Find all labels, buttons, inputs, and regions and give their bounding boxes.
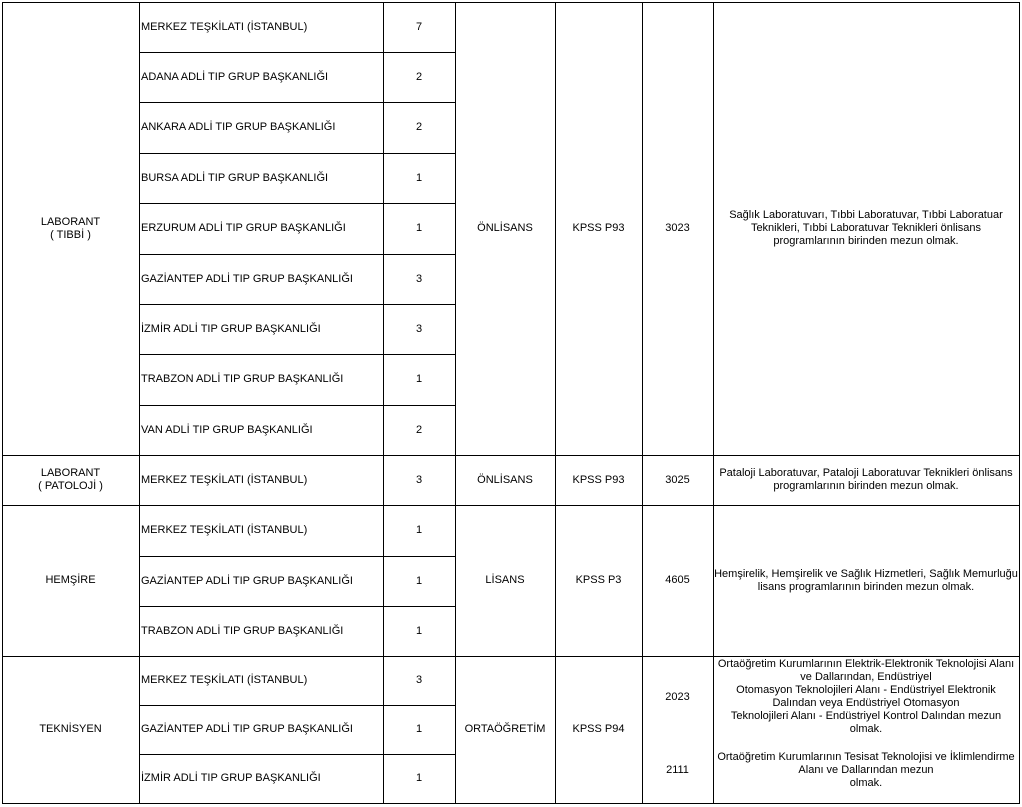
position-cell [2,656,139,803]
position-cell-text: HEMŞİRE [45,574,96,586]
count-cell [383,203,455,254]
count-cell-text: 3 [415,322,423,335]
unit-cell-text: GAZİANTEP ADLİ TIP GRUP BAŞKANLIĞI [141,723,353,735]
count-cell [383,754,455,803]
code-cell [642,738,713,803]
count-cell-text: 1 [415,624,423,637]
qualification-cell-text: Sağlık Laboratuvarı, Tıbbi Laboratuvar, Tıbbi Laboratuar Teknikleri, Tıbbi Laboratuvar Teknikleri önlisans programlarının birinden mezun olmak. [729,209,1003,247]
count-cell-text: 2 [415,121,423,133]
count-cell [383,153,455,203]
count-cell [383,52,455,102]
education-cell-text: ÖNLİSANS [477,473,533,486]
row-divider [139,405,455,406]
unit-cell [139,656,383,705]
unit-cell [139,556,383,606]
column-divider [555,2,556,804]
code-cell [642,656,713,738]
unit-cell [139,102,383,153]
count-cell [383,254,455,304]
qualification-cell [713,505,1019,656]
unit-cell [139,304,383,354]
unit-cell-text: VAN ADLİ TIP GRUP BAŞKANLIĞI [141,423,313,436]
count-cell-text: 1 [415,373,423,385]
unit-cell [139,505,383,556]
count-cell [383,304,455,354]
count-cell-text: 1 [415,524,423,536]
unit-cell [139,455,383,505]
column-divider [455,2,456,804]
unit-cell [139,2,383,52]
position-cell [2,455,139,505]
qualification-cell [713,455,1019,505]
unit-cell-text: MERKEZ TEŞKİLATI (İSTANBUL) [141,473,308,486]
code-cell-text: 4605 [665,574,690,586]
education-cell [455,656,555,803]
count-cell [383,405,455,455]
unit-cell [139,254,383,304]
count-cell-text: 3 [415,674,423,686]
count-cell [383,102,455,153]
row-divider [139,304,455,305]
count-cell [383,354,455,405]
row-divider [139,203,455,204]
count-cell [383,505,455,556]
count-cell-text: 1 [415,222,423,234]
count-cell [383,705,455,754]
code-cell [642,505,713,656]
qualification-cell [713,738,1019,803]
position-cell [2,505,139,656]
qualification-cell-text: Ortaöğretim Kurumlarının Elektrik-Elektronik Teknolojisi Alanı ve Dallarından, Endüstriyel Otomasyon Teknolojileri Alanı - Endüstriyel Elektronik Dalından veya Endüstriyel Otomasyon Teknolojileri Alanı - Endüstriyel Kontrol Dalından mezun olmak. [717,658,1015,735]
unit-cell-text: MERKEZ TEŞKİLATI (İSTANBUL) [141,674,308,686]
education-cell-text: LİSANS [485,574,525,586]
count-cell-text: 3 [415,272,423,285]
unit-cell-text: MERKEZ TEŞKİLATI (İSTANBUL) [141,524,308,536]
kpss-cell [555,505,642,656]
group-divider [2,2,1020,3]
count-cell [383,606,455,656]
row-divider [139,102,455,103]
kpss-cell [555,656,642,803]
group-divider [2,803,1020,804]
kpss-cell-text: KPSS P94 [572,723,625,735]
unit-cell [139,203,383,254]
count-cell [383,556,455,606]
qualification-cell-text: Ortaöğretim Kurumlarının Tesisat Teknolojisi ve İklimlendirme Alanı ve Dallarından mezun olmak. [717,751,1015,789]
group-divider [2,455,1020,456]
unit-cell-text: BURSA ADLİ TIP GRUP BAŞKANLIĞI [141,171,329,184]
row-divider [139,556,455,557]
column-divider [642,2,643,804]
unit-cell-text: İZMİR ADLİ TIP GRUP BAŞKANLIĞI [141,322,321,335]
group-divider [2,505,1020,506]
code-cell [642,455,713,505]
kpss-cell-text: KPSS P93 [572,473,625,486]
code-cell-text: 3023 [665,222,690,234]
code-cell-text: 2111 [666,764,689,776]
kpss-cell [555,2,642,455]
unit-cell [139,606,383,656]
row-divider [139,754,455,755]
unit-cell-text: GAZİANTEP ADLİ TIP GRUP BAŞKANLIĞI [141,574,353,587]
kpss-cell-text: KPSS P3 [575,574,622,586]
position-cell [2,2,139,455]
education-cell-text: ORTAÖĞRETİM [464,723,546,735]
code-cell-text: 3025 [665,473,690,486]
qualification-cell [713,2,1019,455]
row-divider [139,254,455,255]
count-cell-text: 1 [415,723,423,735]
unit-cell [139,354,383,405]
column-divider [139,2,140,804]
count-cell-text: 1 [415,574,423,587]
unit-cell-text: ANKARA ADLİ TIP GRUP BAŞKANLIĞI [141,121,336,133]
unit-cell [139,405,383,455]
unit-cell [139,153,383,203]
unit-cell-text: ERZURUM ADLİ TIP GRUP BAŞKANLIĞI [141,222,346,234]
unit-cell [139,754,383,803]
row-divider [139,52,455,53]
count-cell-text: 2 [415,70,423,83]
group-divider [2,656,1020,657]
position-cell-text: LABORANT ( TIBBİ ) [40,215,101,241]
count-cell [383,455,455,505]
qualification-cell [713,656,1019,738]
education-cell [455,505,555,656]
unit-cell-text: İZMİR ADLİ TIP GRUP BAŞKANLIĞI [141,772,321,784]
qualification-cell-text: Pataloji Laboratuvar, Pataloji Laboratuvar Teknikleri önlisans programlarının birinden mezun olmak. [719,467,1013,492]
education-cell [455,2,555,455]
count-cell-text: 1 [415,772,423,784]
position-cell-text: LABORANT ( PATOLOJİ ) [38,467,103,492]
code-cell [642,2,713,455]
count-cell-text: 7 [415,20,423,33]
column-divider [2,2,3,804]
count-cell [383,2,455,52]
count-cell [383,656,455,705]
row-divider [139,153,455,154]
education-cell [455,455,555,505]
qualification-cell-text: Hemşirelik, Hemşirelik ve Sağlık Hizmetleri, Sağlık Memurluğu lisans programlarının birinden mezun olmak. [714,567,1018,593]
kpss-cell [555,455,642,505]
row-divider [139,606,455,607]
unit-cell-text: ADANA ADLİ TIP GRUP BAŞKANLIĞI [141,70,329,83]
count-cell-text: 3 [415,473,423,486]
column-divider [713,2,714,804]
unit-cell-text: TRABZON ADLİ TIP GRUP BAŞKANLIĞI [141,624,344,637]
count-cell-text: 2 [415,423,423,436]
education-cell-text: ÖNLİSANS [477,222,533,234]
row-divider [139,354,455,355]
code-cell-text: 2023 [665,690,690,703]
unit-cell-text: TRABZON ADLİ TIP GRUP BAŞKANLIĞI [141,373,344,385]
position-cell-text: TEKNİSYEN [39,723,102,735]
count-cell-text: 1 [415,171,423,184]
column-divider [383,2,384,804]
unit-cell [139,705,383,754]
row-divider [139,705,455,706]
unit-cell-text: GAZİANTEP ADLİ TIP GRUP BAŞKANLIĞI [141,272,353,285]
kpss-cell-text: KPSS P93 [572,222,625,234]
unit-cell-text: MERKEZ TEŞKİLATI (İSTANBUL) [141,20,308,33]
column-divider [1019,2,1020,804]
unit-cell [139,52,383,102]
